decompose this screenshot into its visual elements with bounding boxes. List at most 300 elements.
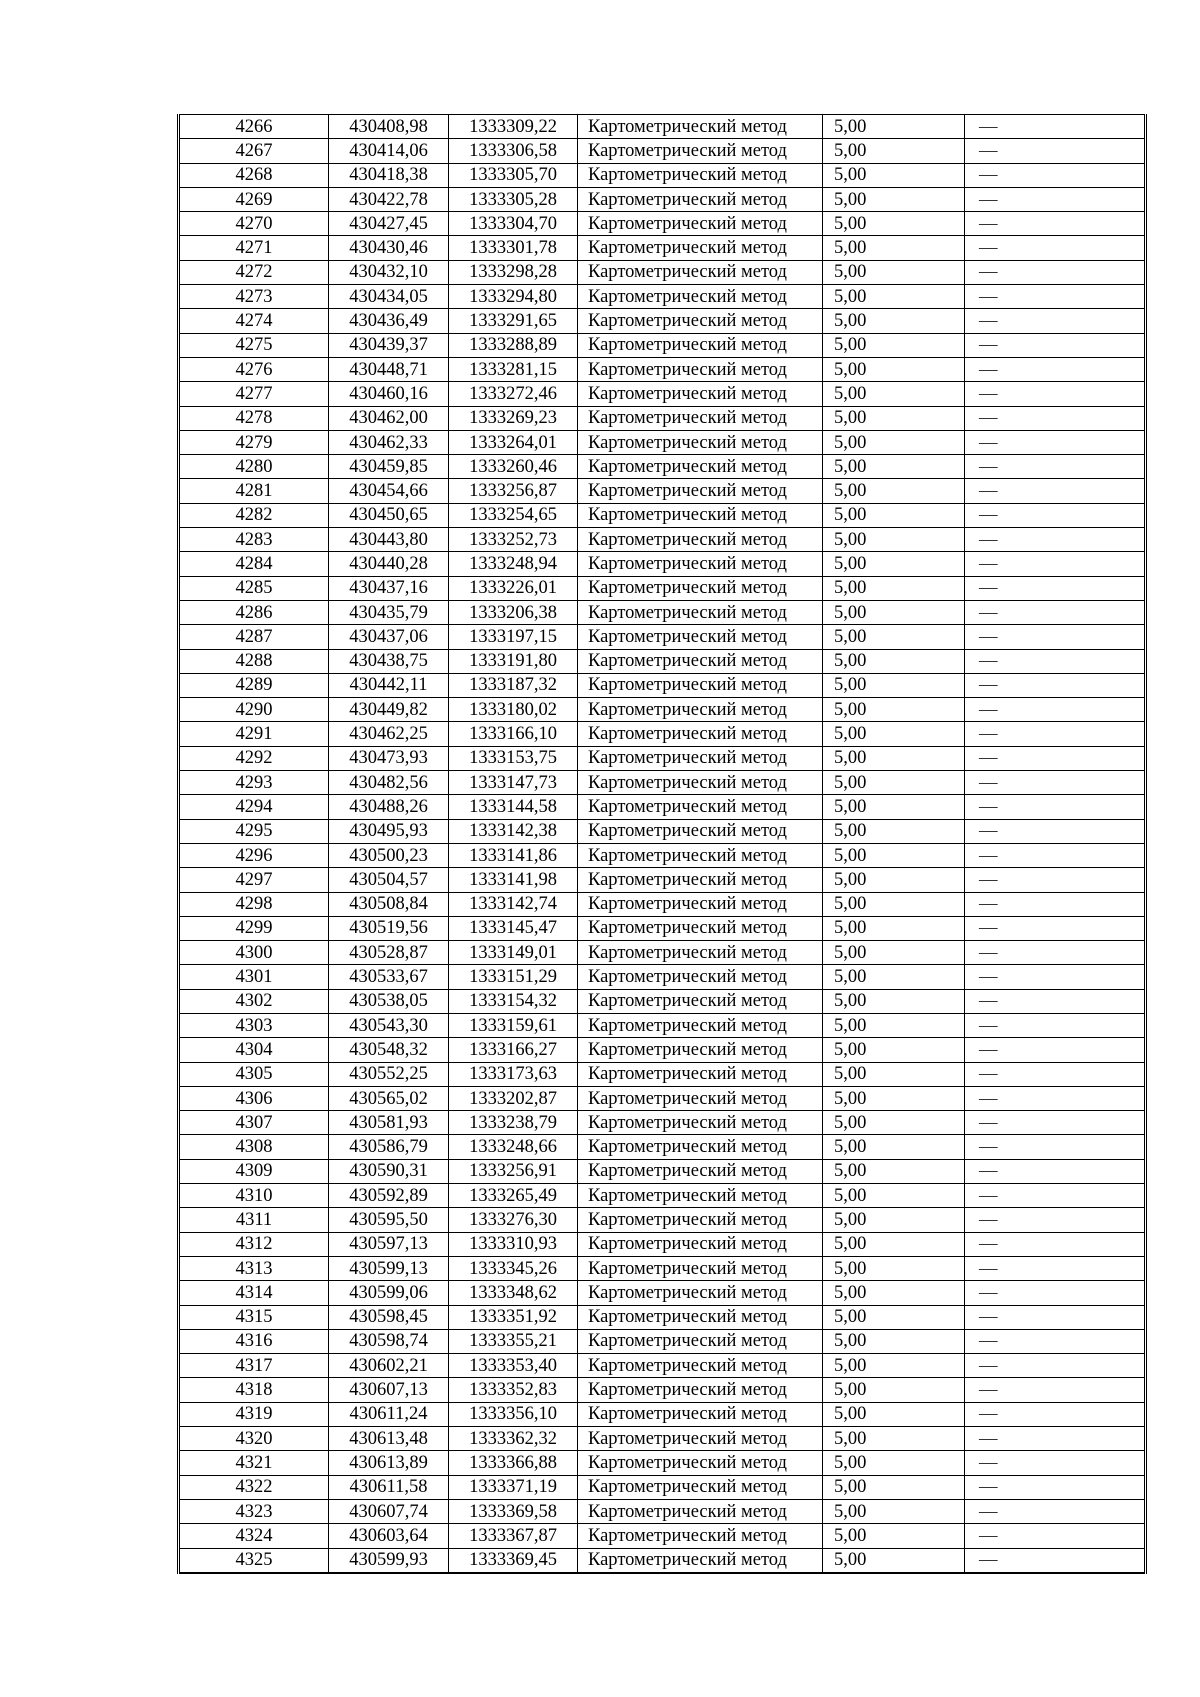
point-number-cell: 4298 bbox=[179, 892, 329, 916]
point-number-cell: 4324 bbox=[179, 1524, 329, 1548]
table-row bbox=[179, 1329, 1146, 1353]
y-coordinate-cell: 1333187,32 bbox=[449, 673, 578, 697]
y-coordinate-cell: 1333260,46 bbox=[449, 455, 578, 479]
y-coordinate-cell: 1333353,40 bbox=[449, 1354, 578, 1378]
accuracy-cell: 5,00 bbox=[823, 698, 965, 722]
empty-mark-cell: — bbox=[965, 1062, 1146, 1086]
point-number-cell: 4323 bbox=[179, 1499, 329, 1523]
accuracy-cell: 5,00 bbox=[823, 528, 965, 552]
method-cell: Картометрический метод bbox=[578, 1281, 823, 1305]
table-row bbox=[179, 552, 1146, 576]
method-cell: Картометрический метод bbox=[578, 1159, 823, 1183]
empty-mark-cell: — bbox=[965, 163, 1146, 187]
accuracy-cell: 5,00 bbox=[823, 455, 965, 479]
empty-mark-cell: — bbox=[965, 1378, 1146, 1402]
empty-mark-cell: — bbox=[965, 260, 1146, 284]
accuracy-cell: 5,00 bbox=[823, 187, 965, 211]
empty-mark-cell: — bbox=[965, 625, 1146, 649]
method-cell: Картометрический метод bbox=[578, 722, 823, 746]
x-coordinate-cell: 430552,25 bbox=[329, 1062, 449, 1086]
empty-mark-cell: — bbox=[965, 455, 1146, 479]
accuracy-cell: 5,00 bbox=[823, 1256, 965, 1280]
method-cell: Картометрический метод bbox=[578, 868, 823, 892]
x-coordinate-cell: 430482,56 bbox=[329, 771, 449, 795]
method-cell: Картометрический метод bbox=[578, 892, 823, 916]
point-number-cell: 4299 bbox=[179, 916, 329, 940]
x-coordinate-cell: 430598,45 bbox=[329, 1305, 449, 1329]
point-number-cell: 4297 bbox=[179, 868, 329, 892]
x-coordinate-cell: 430454,66 bbox=[329, 479, 449, 503]
y-coordinate-cell: 1333254,65 bbox=[449, 503, 578, 527]
table-row bbox=[179, 430, 1146, 454]
x-coordinate-cell: 430432,10 bbox=[329, 260, 449, 284]
method-cell: Картометрический метод bbox=[578, 1402, 823, 1426]
empty-mark-cell: — bbox=[965, 1013, 1146, 1037]
empty-mark-cell: — bbox=[965, 722, 1146, 746]
accuracy-cell: 5,00 bbox=[823, 576, 965, 600]
x-coordinate-cell: 430597,13 bbox=[329, 1232, 449, 1256]
y-coordinate-cell: 1333367,87 bbox=[449, 1524, 578, 1548]
x-coordinate-cell: 430599,06 bbox=[329, 1281, 449, 1305]
y-coordinate-cell: 1333238,79 bbox=[449, 1111, 578, 1135]
y-coordinate-cell: 1333298,28 bbox=[449, 260, 578, 284]
empty-mark-cell: — bbox=[965, 503, 1146, 527]
point-number-cell: 4289 bbox=[179, 673, 329, 697]
empty-mark-cell: — bbox=[965, 649, 1146, 673]
accuracy-cell: 5,00 bbox=[823, 1548, 965, 1573]
table-row bbox=[179, 1451, 1146, 1475]
table-row bbox=[179, 309, 1146, 333]
point-number-cell: 4275 bbox=[179, 333, 329, 357]
accuracy-cell: 5,00 bbox=[823, 868, 965, 892]
y-coordinate-cell: 1333276,30 bbox=[449, 1208, 578, 1232]
x-coordinate-cell: 430543,30 bbox=[329, 1013, 449, 1037]
method-cell: Картометрический метод bbox=[578, 600, 823, 624]
empty-mark-cell: — bbox=[965, 1524, 1146, 1548]
accuracy-cell: 5,00 bbox=[823, 649, 965, 673]
y-coordinate-cell: 1333149,01 bbox=[449, 941, 578, 965]
point-number-cell: 4269 bbox=[179, 187, 329, 211]
accuracy-cell: 5,00 bbox=[823, 916, 965, 940]
x-coordinate-cell: 430422,78 bbox=[329, 187, 449, 211]
x-coordinate-cell: 430590,31 bbox=[329, 1159, 449, 1183]
accuracy-cell: 5,00 bbox=[823, 1135, 965, 1159]
table-row bbox=[179, 1499, 1146, 1523]
y-coordinate-cell: 1333166,10 bbox=[449, 722, 578, 746]
point-number-cell: 4308 bbox=[179, 1135, 329, 1159]
method-cell: Картометрический метод bbox=[578, 455, 823, 479]
empty-mark-cell: — bbox=[965, 1427, 1146, 1451]
point-number-cell: 4307 bbox=[179, 1111, 329, 1135]
point-number-cell: 4318 bbox=[179, 1378, 329, 1402]
x-coordinate-cell: 430607,13 bbox=[329, 1378, 449, 1402]
table-row bbox=[179, 1475, 1146, 1499]
y-coordinate-cell: 1333305,70 bbox=[449, 163, 578, 187]
x-coordinate-cell: 430418,38 bbox=[329, 163, 449, 187]
empty-mark-cell: — bbox=[965, 406, 1146, 430]
accuracy-cell: 5,00 bbox=[823, 1354, 965, 1378]
method-cell: Картометрический метод bbox=[578, 746, 823, 770]
method-cell: Картометрический метод bbox=[578, 1038, 823, 1062]
empty-mark-cell: — bbox=[965, 479, 1146, 503]
point-number-cell: 4313 bbox=[179, 1256, 329, 1280]
empty-mark-cell: — bbox=[965, 1256, 1146, 1280]
accuracy-cell: 5,00 bbox=[823, 625, 965, 649]
empty-mark-cell: — bbox=[965, 333, 1146, 357]
point-number-cell: 4293 bbox=[179, 771, 329, 795]
x-coordinate-cell: 430586,79 bbox=[329, 1135, 449, 1159]
table-row bbox=[179, 843, 1146, 867]
method-cell: Картометрический метод bbox=[578, 1013, 823, 1037]
x-coordinate-cell: 430495,93 bbox=[329, 819, 449, 843]
table-row bbox=[179, 868, 1146, 892]
table-row bbox=[179, 528, 1146, 552]
coordinates-table-body bbox=[179, 115, 1146, 1573]
accuracy-cell: 5,00 bbox=[823, 285, 965, 309]
y-coordinate-cell: 1333306,58 bbox=[449, 139, 578, 163]
point-number-cell: 4277 bbox=[179, 382, 329, 406]
y-coordinate-cell: 1333355,21 bbox=[449, 1329, 578, 1353]
point-number-cell: 4286 bbox=[179, 600, 329, 624]
table-row bbox=[179, 600, 1146, 624]
x-coordinate-cell: 430613,48 bbox=[329, 1427, 449, 1451]
empty-mark-cell: — bbox=[965, 139, 1146, 163]
table-row bbox=[179, 698, 1146, 722]
table-row bbox=[179, 1378, 1146, 1402]
table-row bbox=[179, 212, 1146, 236]
table-row bbox=[179, 1013, 1146, 1037]
method-cell: Картометрический метод bbox=[578, 1232, 823, 1256]
x-coordinate-cell: 430437,06 bbox=[329, 625, 449, 649]
point-number-cell: 4317 bbox=[179, 1354, 329, 1378]
x-coordinate-cell: 430450,65 bbox=[329, 503, 449, 527]
y-coordinate-cell: 1333153,75 bbox=[449, 746, 578, 770]
table-row bbox=[179, 916, 1146, 940]
point-number-cell: 4284 bbox=[179, 552, 329, 576]
method-cell: Картометрический метод bbox=[578, 843, 823, 867]
method-cell: Картометрический метод bbox=[578, 528, 823, 552]
point-number-cell: 4282 bbox=[179, 503, 329, 527]
table-row bbox=[179, 1062, 1146, 1086]
method-cell: Картометрический метод bbox=[578, 1329, 823, 1353]
accuracy-cell: 5,00 bbox=[823, 503, 965, 527]
method-cell: Картометрический метод bbox=[578, 285, 823, 309]
point-number-cell: 4305 bbox=[179, 1062, 329, 1086]
y-coordinate-cell: 1333301,78 bbox=[449, 236, 578, 260]
empty-mark-cell: — bbox=[965, 212, 1146, 236]
accuracy-cell: 5,00 bbox=[823, 1184, 965, 1208]
accuracy-cell: 5,00 bbox=[823, 1281, 965, 1305]
point-number-cell: 4295 bbox=[179, 819, 329, 843]
y-coordinate-cell: 1333304,70 bbox=[449, 212, 578, 236]
point-number-cell: 4294 bbox=[179, 795, 329, 819]
x-coordinate-cell: 430533,67 bbox=[329, 965, 449, 989]
method-cell: Картометрический метод bbox=[578, 1305, 823, 1329]
accuracy-cell: 5,00 bbox=[823, 406, 965, 430]
accuracy-cell: 5,00 bbox=[823, 552, 965, 576]
x-coordinate-cell: 430462,25 bbox=[329, 722, 449, 746]
table-row bbox=[179, 625, 1146, 649]
accuracy-cell: 5,00 bbox=[823, 163, 965, 187]
x-coordinate-cell: 430440,28 bbox=[329, 552, 449, 576]
point-number-cell: 4314 bbox=[179, 1281, 329, 1305]
x-coordinate-cell: 430434,05 bbox=[329, 285, 449, 309]
y-coordinate-cell: 1333206,38 bbox=[449, 600, 578, 624]
accuracy-cell: 5,00 bbox=[823, 309, 965, 333]
method-cell: Картометрический метод bbox=[578, 965, 823, 989]
method-cell: Картометрический метод bbox=[578, 430, 823, 454]
x-coordinate-cell: 430603,64 bbox=[329, 1524, 449, 1548]
accuracy-cell: 5,00 bbox=[823, 1159, 965, 1183]
point-number-cell: 4312 bbox=[179, 1232, 329, 1256]
method-cell: Картометрический метод bbox=[578, 357, 823, 381]
empty-mark-cell: — bbox=[965, 285, 1146, 309]
point-number-cell: 4272 bbox=[179, 260, 329, 284]
y-coordinate-cell: 1333248,94 bbox=[449, 552, 578, 576]
table-row bbox=[179, 285, 1146, 309]
empty-mark-cell: — bbox=[965, 1135, 1146, 1159]
point-number-cell: 4300 bbox=[179, 941, 329, 965]
empty-mark-cell: — bbox=[965, 382, 1146, 406]
empty-mark-cell: — bbox=[965, 698, 1146, 722]
y-coordinate-cell: 1333197,15 bbox=[449, 625, 578, 649]
table-row bbox=[179, 1281, 1146, 1305]
method-cell: Картометрический метод bbox=[578, 260, 823, 284]
y-coordinate-cell: 1333151,29 bbox=[449, 965, 578, 989]
point-number-cell: 4291 bbox=[179, 722, 329, 746]
empty-mark-cell: — bbox=[965, 941, 1146, 965]
y-coordinate-cell: 1333166,27 bbox=[449, 1038, 578, 1062]
accuracy-cell: 5,00 bbox=[823, 1524, 965, 1548]
method-cell: Картометрический метод bbox=[578, 1548, 823, 1573]
method-cell: Картометрический метод bbox=[578, 1475, 823, 1499]
method-cell: Картометрический метод bbox=[578, 1111, 823, 1135]
x-coordinate-cell: 430408,98 bbox=[329, 115, 449, 139]
y-coordinate-cell: 1333173,63 bbox=[449, 1062, 578, 1086]
x-coordinate-cell: 430500,23 bbox=[329, 843, 449, 867]
method-cell: Картометрический метод bbox=[578, 503, 823, 527]
empty-mark-cell: — bbox=[965, 1548, 1146, 1573]
point-number-cell: 4279 bbox=[179, 430, 329, 454]
table-row bbox=[179, 1208, 1146, 1232]
point-number-cell: 4278 bbox=[179, 406, 329, 430]
empty-mark-cell: — bbox=[965, 309, 1146, 333]
table-row bbox=[179, 576, 1146, 600]
empty-mark-cell: — bbox=[965, 1111, 1146, 1135]
point-number-cell: 4280 bbox=[179, 455, 329, 479]
x-coordinate-cell: 430488,26 bbox=[329, 795, 449, 819]
y-coordinate-cell: 1333281,15 bbox=[449, 357, 578, 381]
method-cell: Картометрический метод bbox=[578, 576, 823, 600]
point-number-cell: 4267 bbox=[179, 139, 329, 163]
y-coordinate-cell: 1333345,26 bbox=[449, 1256, 578, 1280]
x-coordinate-cell: 430442,11 bbox=[329, 673, 449, 697]
y-coordinate-cell: 1333269,23 bbox=[449, 406, 578, 430]
x-coordinate-cell: 430430,46 bbox=[329, 236, 449, 260]
point-number-cell: 4301 bbox=[179, 965, 329, 989]
table-row bbox=[179, 1256, 1146, 1280]
point-number-cell: 4319 bbox=[179, 1402, 329, 1426]
empty-mark-cell: — bbox=[965, 236, 1146, 260]
x-coordinate-cell: 430437,16 bbox=[329, 576, 449, 600]
point-number-cell: 4270 bbox=[179, 212, 329, 236]
y-coordinate-cell: 1333356,10 bbox=[449, 1402, 578, 1426]
table-row bbox=[179, 139, 1146, 163]
point-number-cell: 4296 bbox=[179, 843, 329, 867]
y-coordinate-cell: 1333369,58 bbox=[449, 1499, 578, 1523]
y-coordinate-cell: 1333142,38 bbox=[449, 819, 578, 843]
empty-mark-cell: — bbox=[965, 430, 1146, 454]
y-coordinate-cell: 1333291,65 bbox=[449, 309, 578, 333]
table-row bbox=[179, 673, 1146, 697]
accuracy-cell: 5,00 bbox=[823, 1208, 965, 1232]
y-coordinate-cell: 1333371,19 bbox=[449, 1475, 578, 1499]
x-coordinate-cell: 430462,33 bbox=[329, 430, 449, 454]
accuracy-cell: 5,00 bbox=[823, 600, 965, 624]
empty-mark-cell: — bbox=[965, 1329, 1146, 1353]
table-row bbox=[179, 479, 1146, 503]
method-cell: Картометрический метод bbox=[578, 187, 823, 211]
point-number-cell: 4290 bbox=[179, 698, 329, 722]
table-row bbox=[179, 1232, 1146, 1256]
y-coordinate-cell: 1333305,28 bbox=[449, 187, 578, 211]
method-cell: Картометрический метод bbox=[578, 382, 823, 406]
y-coordinate-cell: 1333145,47 bbox=[449, 916, 578, 940]
y-coordinate-cell: 1333256,87 bbox=[449, 479, 578, 503]
accuracy-cell: 5,00 bbox=[823, 1305, 965, 1329]
table-row bbox=[179, 503, 1146, 527]
x-coordinate-cell: 430443,80 bbox=[329, 528, 449, 552]
x-coordinate-cell: 430449,82 bbox=[329, 698, 449, 722]
x-coordinate-cell: 430611,58 bbox=[329, 1475, 449, 1499]
x-coordinate-cell: 430538,05 bbox=[329, 989, 449, 1013]
method-cell: Картометрический метод bbox=[578, 625, 823, 649]
table-row bbox=[179, 722, 1146, 746]
x-coordinate-cell: 430439,37 bbox=[329, 333, 449, 357]
point-number-cell: 4315 bbox=[179, 1305, 329, 1329]
table-row bbox=[179, 1305, 1146, 1329]
table-row bbox=[179, 795, 1146, 819]
y-coordinate-cell: 1333309,22 bbox=[449, 115, 578, 139]
y-coordinate-cell: 1333144,58 bbox=[449, 795, 578, 819]
method-cell: Картометрический метод bbox=[578, 1378, 823, 1402]
empty-mark-cell: — bbox=[965, 1208, 1146, 1232]
method-cell: Картометрический метод bbox=[578, 673, 823, 697]
table-row bbox=[179, 455, 1146, 479]
empty-mark-cell: — bbox=[965, 1159, 1146, 1183]
method-cell: Картометрический метод bbox=[578, 1524, 823, 1548]
empty-mark-cell: — bbox=[965, 1402, 1146, 1426]
accuracy-cell: 5,00 bbox=[823, 892, 965, 916]
y-coordinate-cell: 1333294,80 bbox=[449, 285, 578, 309]
x-coordinate-cell: 430462,00 bbox=[329, 406, 449, 430]
empty-mark-cell: — bbox=[965, 528, 1146, 552]
accuracy-cell: 5,00 bbox=[823, 260, 965, 284]
empty-mark-cell: — bbox=[965, 115, 1146, 139]
table-row bbox=[179, 357, 1146, 381]
accuracy-cell: 5,00 bbox=[823, 771, 965, 795]
empty-mark-cell: — bbox=[965, 1354, 1146, 1378]
table-row bbox=[179, 406, 1146, 430]
empty-mark-cell: — bbox=[965, 746, 1146, 770]
method-cell: Картометрический метод bbox=[578, 1184, 823, 1208]
point-number-cell: 4266 bbox=[179, 115, 329, 139]
point-number-cell: 4310 bbox=[179, 1184, 329, 1208]
empty-mark-cell: — bbox=[965, 892, 1146, 916]
point-number-cell: 4303 bbox=[179, 1013, 329, 1037]
point-number-cell: 4285 bbox=[179, 576, 329, 600]
method-cell: Картометрический метод bbox=[578, 115, 823, 139]
point-number-cell: 4283 bbox=[179, 528, 329, 552]
y-coordinate-cell: 1333159,61 bbox=[449, 1013, 578, 1037]
y-coordinate-cell: 1333352,83 bbox=[449, 1378, 578, 1402]
method-cell: Картометрический метод bbox=[578, 139, 823, 163]
x-coordinate-cell: 430602,21 bbox=[329, 1354, 449, 1378]
x-coordinate-cell: 430607,74 bbox=[329, 1499, 449, 1523]
x-coordinate-cell: 430504,57 bbox=[329, 868, 449, 892]
point-number-cell: 4292 bbox=[179, 746, 329, 770]
empty-mark-cell: — bbox=[965, 916, 1146, 940]
table-row bbox=[179, 941, 1146, 965]
table-row bbox=[179, 1111, 1146, 1135]
point-number-cell: 4302 bbox=[179, 989, 329, 1013]
table-row bbox=[179, 1354, 1146, 1378]
method-cell: Картометрический метод bbox=[578, 1354, 823, 1378]
method-cell: Картометрический метод bbox=[578, 163, 823, 187]
method-cell: Картометрический метод bbox=[578, 698, 823, 722]
x-coordinate-cell: 430473,93 bbox=[329, 746, 449, 770]
table-row bbox=[179, 1159, 1146, 1183]
y-coordinate-cell: 1333310,93 bbox=[449, 1232, 578, 1256]
empty-mark-cell: — bbox=[965, 965, 1146, 989]
table-row bbox=[179, 260, 1146, 284]
empty-mark-cell: — bbox=[965, 1038, 1146, 1062]
accuracy-cell: 5,00 bbox=[823, 1329, 965, 1353]
x-coordinate-cell: 430459,85 bbox=[329, 455, 449, 479]
accuracy-cell: 5,00 bbox=[823, 1402, 965, 1426]
method-cell: Картометрический метод bbox=[578, 819, 823, 843]
point-number-cell: 4271 bbox=[179, 236, 329, 260]
empty-mark-cell: — bbox=[965, 1281, 1146, 1305]
point-number-cell: 4320 bbox=[179, 1427, 329, 1451]
empty-mark-cell: — bbox=[965, 357, 1146, 381]
empty-mark-cell: — bbox=[965, 673, 1146, 697]
empty-mark-cell: — bbox=[965, 1232, 1146, 1256]
method-cell: Картометрический метод bbox=[578, 236, 823, 260]
point-number-cell: 4311 bbox=[179, 1208, 329, 1232]
method-cell: Картометрический метод bbox=[578, 1427, 823, 1451]
method-cell: Картометрический метод bbox=[578, 1086, 823, 1110]
coordinates-table bbox=[177, 114, 1147, 1574]
table-row bbox=[179, 1184, 1146, 1208]
table-row bbox=[179, 333, 1146, 357]
x-coordinate-cell: 430427,45 bbox=[329, 212, 449, 236]
point-number-cell: 4288 bbox=[179, 649, 329, 673]
table-row bbox=[179, 115, 1146, 139]
table-row bbox=[179, 1402, 1146, 1426]
method-cell: Картометрический метод bbox=[578, 1451, 823, 1475]
method-cell: Картометрический метод bbox=[578, 941, 823, 965]
point-number-cell: 4268 bbox=[179, 163, 329, 187]
point-number-cell: 4306 bbox=[179, 1086, 329, 1110]
table-row bbox=[179, 163, 1146, 187]
table-row bbox=[179, 187, 1146, 211]
method-cell: Картометрический метод bbox=[578, 1256, 823, 1280]
table-row bbox=[179, 236, 1146, 260]
x-coordinate-cell: 430414,06 bbox=[329, 139, 449, 163]
y-coordinate-cell: 1333252,73 bbox=[449, 528, 578, 552]
table-row bbox=[179, 1427, 1146, 1451]
